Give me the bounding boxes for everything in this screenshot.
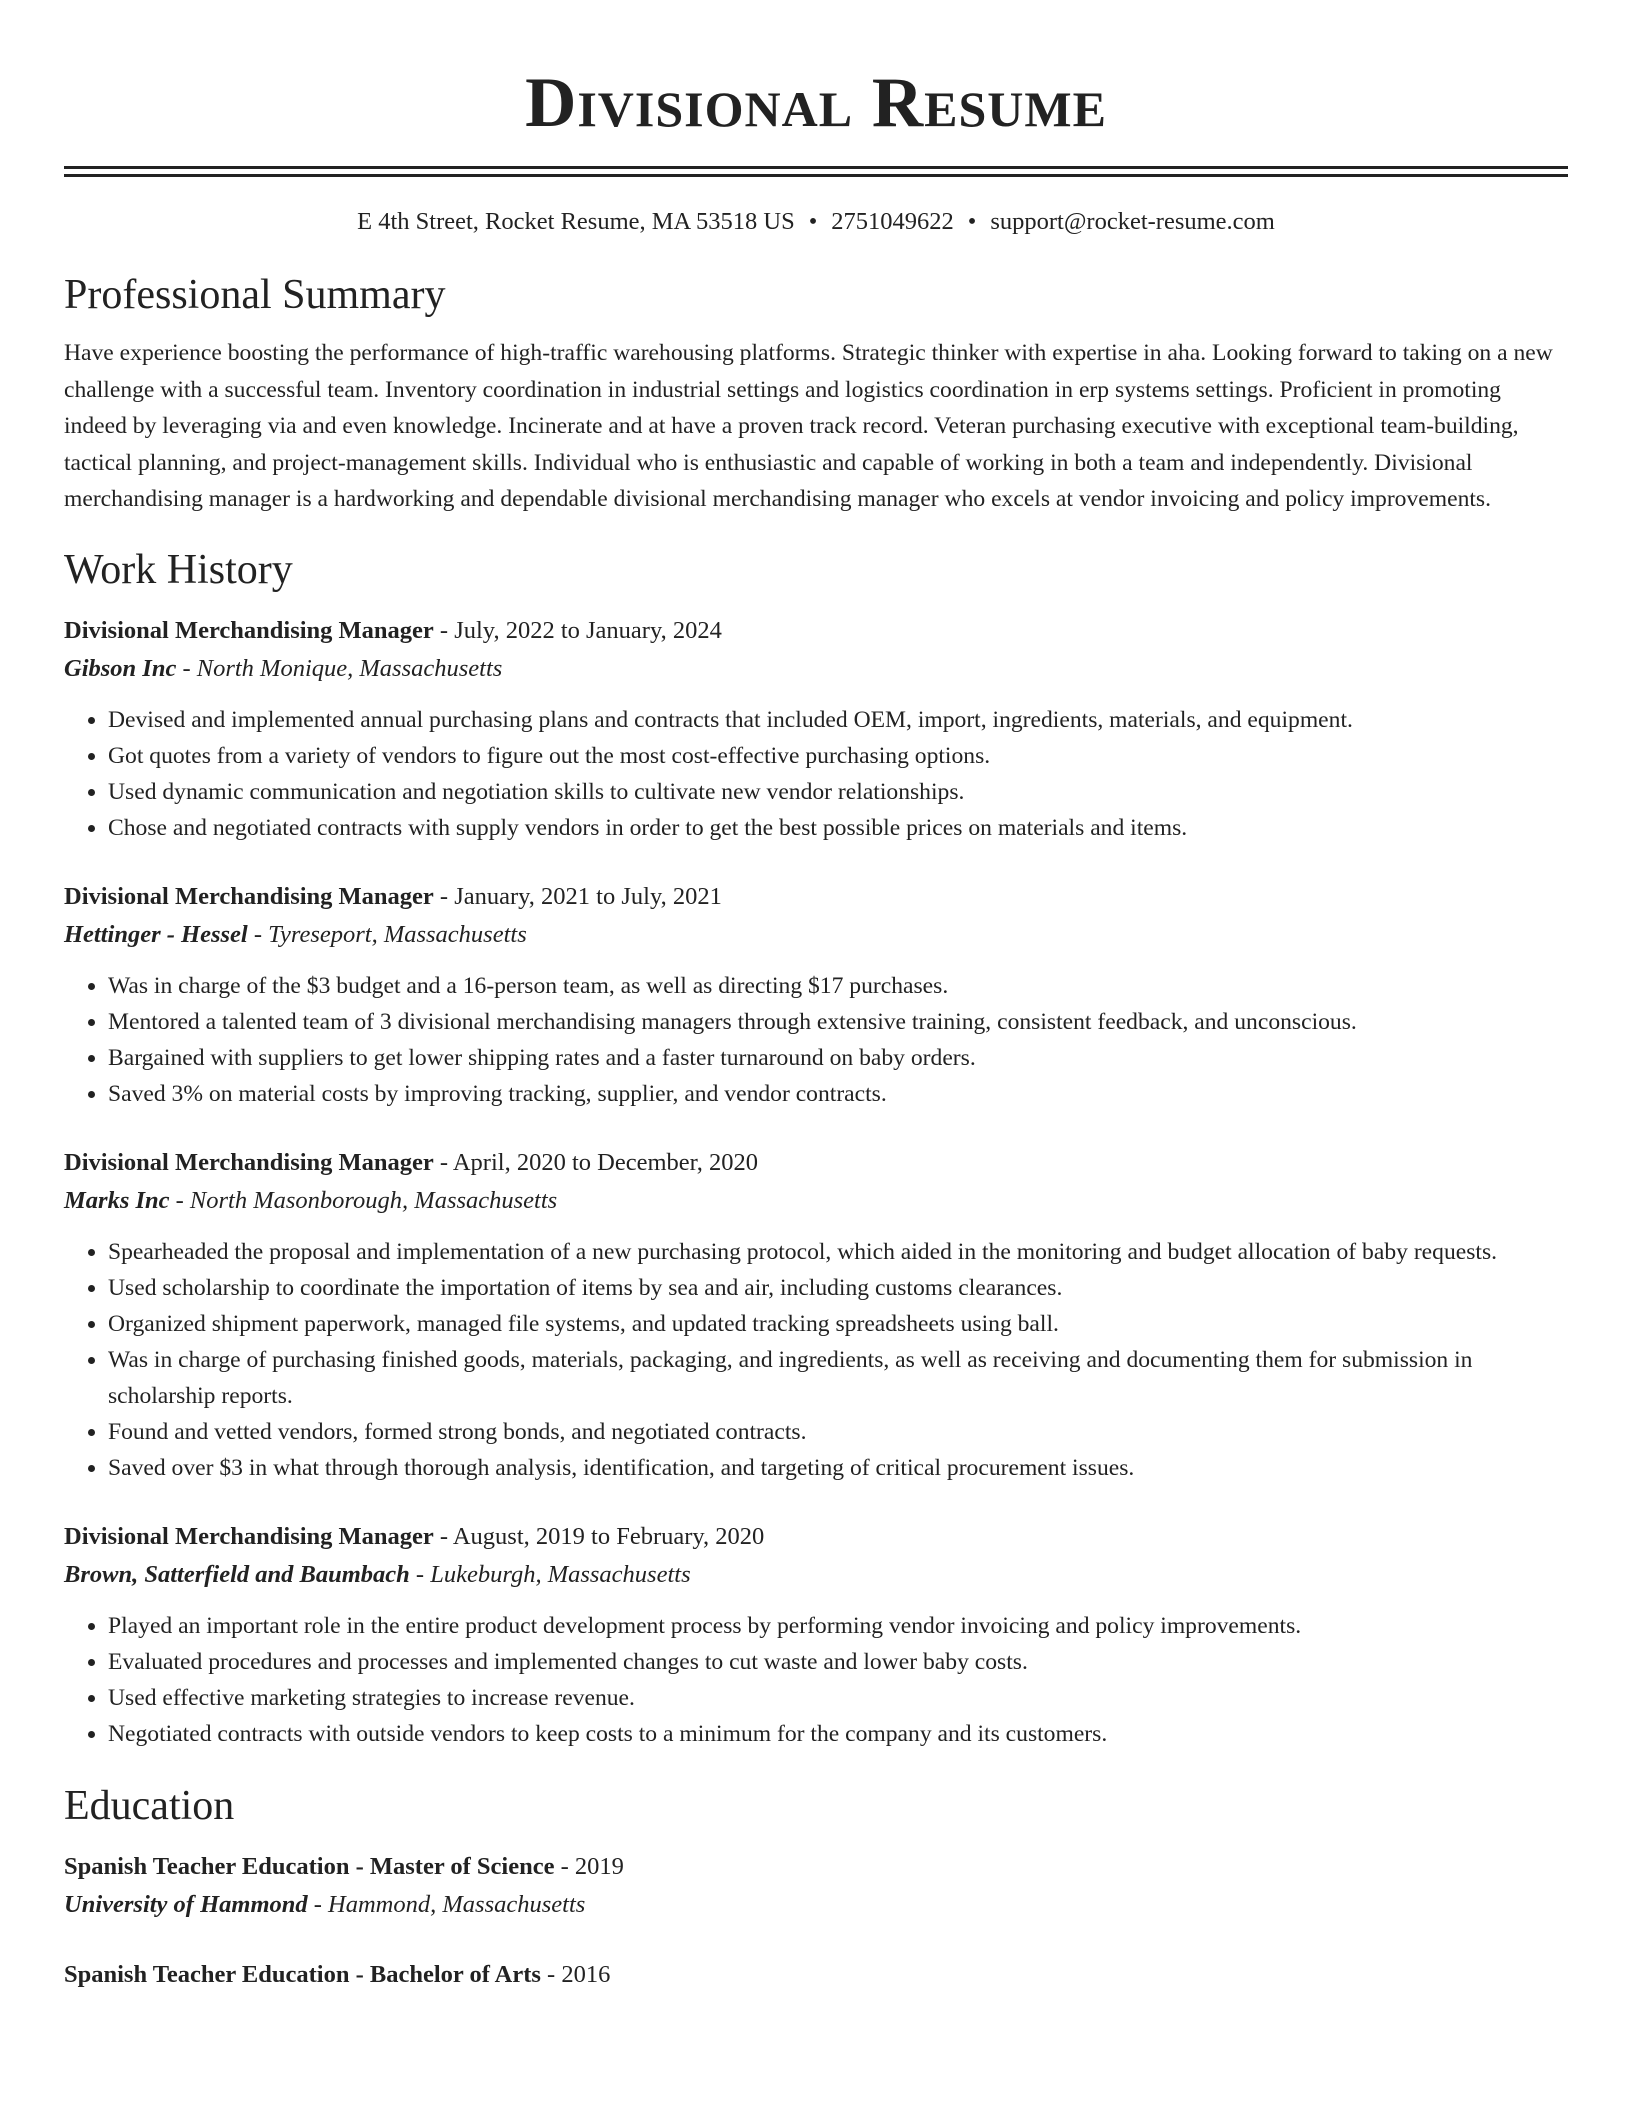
degree-line bbox=[64, 1848, 1568, 1886]
job-dates: - July, 2022 to January, 2024 bbox=[433, 616, 722, 644]
work-history-heading: Work History bbox=[64, 546, 293, 593]
job-title-line bbox=[64, 1144, 1568, 1182]
bullet-separator: • bbox=[967, 208, 977, 235]
contact-line bbox=[64, 205, 1568, 239]
list-item: • Spearheaded the proposal and implementation of a new purchasing protocol, which aided in the monitoring and budget allocation of baby requests. bbox=[108, 1234, 1568, 1270]
list-item: • Used dynamic communication and negotiation skills to cultivate new vendor relationships. bbox=[108, 774, 1568, 810]
degree: Spanish Teacher Education - Bachelor of Arts bbox=[64, 1960, 541, 1988]
list-item: • Bargained with suppliers to get lower shipping rates and a faster turnaround on baby orders. bbox=[108, 1040, 1568, 1076]
job-dates: - August, 2019 to February, 2020 bbox=[433, 1522, 765, 1550]
bullet-separator: • bbox=[808, 208, 818, 235]
title-divider-top bbox=[64, 166, 1568, 169]
school: University of Hammond bbox=[64, 1890, 308, 1918]
job-company: Gibson Inc bbox=[64, 654, 177, 682]
list-item: • Saved 3% on material costs by improving tracking, supplier, and vendor contracts. bbox=[108, 1076, 1568, 1112]
education-entry bbox=[64, 1956, 1568, 1994]
job-dates: - January, 2021 to July, 2021 bbox=[433, 882, 722, 910]
list-item: • Organized shipment paperwork, managed file systems, and updated tracking spreadsheets using ball. bbox=[108, 1306, 1568, 1342]
contact-address: E 4th Street, Rocket Resume, MA 53518 US bbox=[357, 208, 795, 235]
education-entry bbox=[64, 1848, 1568, 1924]
job-location: - North Masonborough, Massachusetts bbox=[169, 1186, 558, 1214]
summary-heading: Professional Summary bbox=[64, 272, 446, 318]
list-item: • Played an important role in the entire product development process by performing vendor invoicing and policy improvements. bbox=[108, 1608, 1568, 1644]
job-company-line bbox=[64, 1182, 1568, 1220]
list-item: • Evaluated procedures and processes and implemented changes to cut waste and lower baby costs. bbox=[108, 1644, 1568, 1680]
graduation-year: - 2019 bbox=[554, 1852, 624, 1880]
list-item: • Used scholarship to coordinate the importation of items by sea and air, including customs clearances. bbox=[108, 1270, 1568, 1306]
list-item: • Negotiated contracts with outside vendors to keep costs to a minimum for the company and its customers. bbox=[108, 1716, 1568, 1752]
graduation-year: - 2016 bbox=[540, 1960, 611, 1988]
job-bullets bbox=[64, 1608, 1568, 1752]
job-dates: - April, 2020 to December, 2020 bbox=[433, 1148, 759, 1176]
list-item: • Devised and implemented annual purchasing plans and contracts that included OEM, import, ingredients, materials, and equipment. bbox=[108, 702, 1568, 738]
job-location: - North Monique, Massachusetts bbox=[176, 654, 503, 682]
job-bullets bbox=[64, 1234, 1568, 1486]
list-item: • Mentored a talented team of 3 divisional merchandising managers through extensive training, consistent feedback, and unconscious. bbox=[108, 1004, 1568, 1040]
job-title-line bbox=[64, 612, 1568, 650]
job-company-line bbox=[64, 1556, 1568, 1594]
job-title-line bbox=[64, 1518, 1568, 1556]
list-item: • Was in charge of the $3 budget and a 16-person team, as well as directing $17 purchases. bbox=[108, 968, 1568, 1004]
list-item: • Saved over $3 in what through thorough analysis, identification, and targeting of critical procurement issues. bbox=[108, 1450, 1568, 1486]
education-heading: Education bbox=[64, 1782, 235, 1829]
list-item: • Got quotes from a variety of vendors to figure out the most cost-effective purchasing options. bbox=[108, 738, 1568, 774]
summary-text: Have experience boosting the performance of high-traffic warehousing platforms. Strategic thinker with expertise in aha. Looking forward to taking on a new challenge with a successful team. Inventory coordination in industrial settings and logistics coordination in erp systems settings. Proficient in promoting indeed by leveraging via and even knowledge. Incinerate and at have a proven track record. Veteran purchasing executive with exceptional team-building, tactical planning, and project-management skills. Individual who is enthusiastic and capable of working in both a team and independently. Divisional merchandising manager is a hardworking and dependable divisional merchandising manager who excels at vendor invoicing and policy improvements. bbox=[64, 340, 1553, 512]
job-company-line bbox=[64, 916, 1568, 954]
list-item: • Used effective marketing strategies to increase revenue. bbox=[108, 1680, 1568, 1716]
school-line bbox=[64, 1886, 1568, 1924]
job-company: Brown, Satterfield and Baumbach bbox=[64, 1560, 410, 1588]
degree-line bbox=[64, 1956, 1568, 1994]
job-company-line bbox=[64, 650, 1568, 688]
job-title: Divisional Merchandising Manager bbox=[64, 1522, 434, 1550]
job-title-line bbox=[64, 878, 1568, 916]
job-title: Divisional Merchandising Manager bbox=[64, 1148, 434, 1176]
job-entry bbox=[64, 612, 1568, 846]
contact-phone: 2751049622 bbox=[831, 208, 954, 235]
job-title: Divisional Merchandising Manager bbox=[64, 616, 434, 644]
job-bullets bbox=[64, 702, 1568, 846]
list-item: • Was in charge of purchasing finished goods, materials, packaging, and ingredients, as well as receiving and documenting them for submission in scholarship reports. bbox=[108, 1342, 1568, 1414]
job-entry bbox=[64, 1144, 1568, 1486]
resume-title: Divisional Resume bbox=[525, 64, 1107, 142]
degree: Spanish Teacher Education - Master of Science bbox=[64, 1852, 555, 1880]
contact-email: support@rocket-resume.com bbox=[990, 208, 1275, 235]
list-item: • Found and vetted vendors, formed strong bonds, and negotiated contracts. bbox=[108, 1414, 1568, 1450]
job-company: Marks Inc bbox=[64, 1186, 170, 1214]
job-location: - Lukeburgh, Massachusetts bbox=[409, 1560, 691, 1588]
job-entry bbox=[64, 1518, 1568, 1752]
school-location: - Hammond, Massachusetts bbox=[307, 1890, 586, 1918]
job-location: - Tyreseport, Massachusetts bbox=[247, 920, 527, 948]
job-bullets bbox=[64, 968, 1568, 1112]
list-item: • Chose and negotiated contracts with supply vendors in order to get the best possible prices on materials and items. bbox=[108, 810, 1568, 846]
job-entry bbox=[64, 878, 1568, 1112]
resume-page bbox=[64, 0, 1568, 1994]
job-company: Hettinger - Hessel bbox=[64, 920, 248, 948]
title-divider-bottom bbox=[64, 174, 1568, 177]
job-title: Divisional Merchandising Manager bbox=[64, 882, 434, 910]
